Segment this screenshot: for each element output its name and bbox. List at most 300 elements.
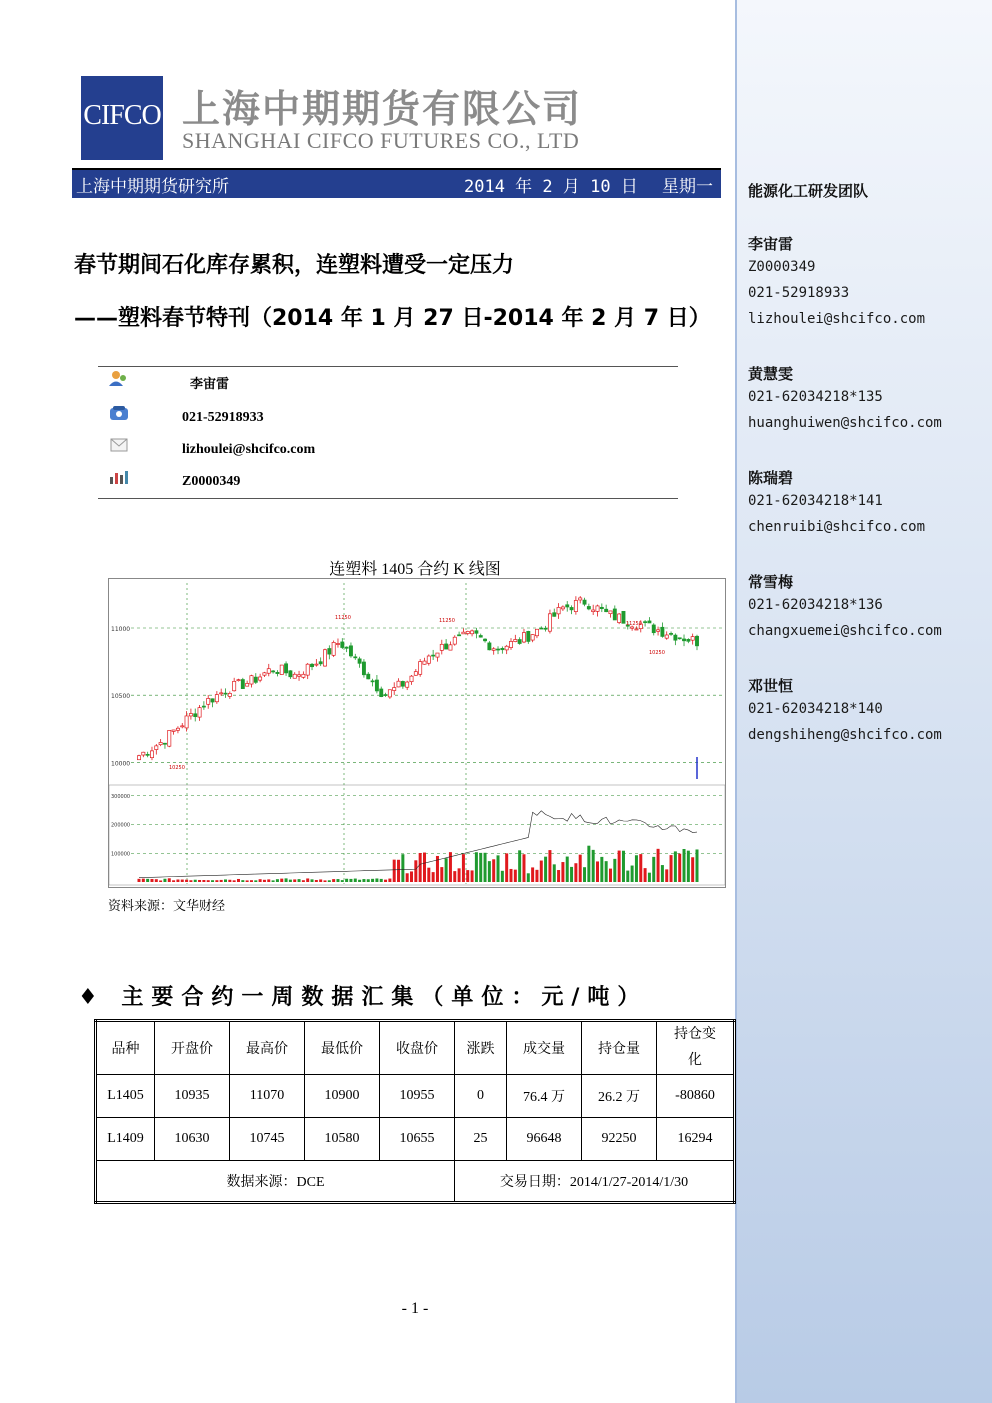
volume-tick-label: 300000: [111, 793, 131, 800]
table-row: [96, 1118, 735, 1161]
candle-body: [168, 730, 171, 746]
candle-body: [328, 649, 331, 655]
volume-bar: [215, 880, 218, 882]
page-subtitle: ——塑料春节特刊（2014 年 1 月 27 日-2014 年 2 月 7 日）: [74, 306, 711, 331]
candle-body: [159, 742, 162, 744]
volume-bar: [479, 853, 482, 882]
volume-bar: [276, 879, 279, 882]
sidebar-member-name: 黄慧雯: [748, 365, 794, 383]
volume-bar: [514, 870, 517, 882]
candle-body: [475, 631, 478, 634]
volume-bar: [263, 880, 266, 882]
candle-body: [215, 695, 218, 702]
volume-bar: [280, 879, 283, 882]
candle-body: [548, 614, 551, 631]
candle-body: [669, 633, 672, 634]
candle-body: [479, 635, 482, 637]
candle-body: [643, 622, 646, 623]
volume-bar: [306, 878, 309, 882]
candle-body: [488, 643, 491, 650]
candle-body: [579, 598, 582, 600]
author-email[interactable]: lizhoulei@shcifco.com: [182, 442, 316, 457]
sidebar-member-email[interactable]: lizhoulei@shcifco.com: [748, 311, 926, 327]
person-icon: [108, 369, 130, 385]
candle-body: [241, 680, 244, 689]
candle-body: [246, 683, 249, 686]
candle-body: [414, 672, 417, 676]
volume-bar: [332, 879, 335, 882]
candle-body: [194, 714, 197, 717]
chart-source: 资料来源：文华财经: [108, 899, 226, 914]
volume-bar: [475, 852, 478, 882]
candle-body: [436, 653, 439, 657]
volume-bar: [246, 880, 249, 882]
candle-body: [393, 688, 396, 691]
divider: [98, 498, 678, 499]
candle-body: [211, 699, 214, 702]
candle-body: [163, 743, 166, 744]
candle-body: [527, 631, 530, 641]
candle-body: [470, 631, 473, 634]
volume-tick-label: 100000: [111, 851, 131, 858]
volume-bar: [648, 873, 651, 882]
volume-bar: [194, 880, 197, 882]
volume-bar: [241, 880, 244, 882]
table-cell: 76.4 万: [507, 1075, 582, 1118]
candle-body: [466, 631, 469, 633]
table-footer-source: 数据来源：DCE: [96, 1161, 455, 1203]
table-cell: 96648: [507, 1118, 582, 1161]
candle-body: [695, 636, 698, 646]
candle-body: [150, 751, 153, 758]
volume-bar: [557, 870, 560, 882]
table-cell: 10935: [155, 1075, 230, 1118]
table-header-cell: 开盘价: [155, 1021, 230, 1075]
candle-body: [648, 621, 651, 623]
table-footer-date: 交易日期：2014/1/27-2014/1/30: [455, 1161, 735, 1203]
page-title: 春节期间石化库存累积，连塑料遭受一定压力: [74, 253, 515, 278]
candle-body: [410, 676, 413, 682]
divider: [98, 366, 678, 367]
volume-bar: [267, 879, 270, 882]
candle-body: [237, 680, 240, 681]
volume-bar: [388, 879, 391, 882]
company-name-cn: 上海中期期货有限公司: [182, 87, 583, 131]
sidebar-member-line: 021-62034218*136: [748, 597, 883, 613]
candle-body: [297, 675, 300, 677]
candle-body: [319, 662, 322, 664]
candle-body: [345, 647, 348, 648]
sidebar-member-line: 021-62034218*140: [748, 701, 883, 717]
candle-body: [570, 607, 573, 609]
table-header-cell: 涨跌: [455, 1021, 507, 1075]
volume-bar: [687, 851, 690, 882]
candle-body: [198, 708, 201, 717]
candle-body: [332, 642, 335, 655]
mail-icon: [108, 437, 130, 453]
volume-bar: [527, 873, 530, 882]
chart-icon: [108, 469, 130, 485]
volume-bar: [358, 880, 361, 882]
volume-bar: [561, 862, 564, 882]
candle-body: [462, 632, 465, 634]
author-license: Z0000349: [182, 474, 241, 489]
candle-body: [289, 671, 292, 677]
volume-bar: [644, 868, 647, 882]
volume-bar: [336, 879, 339, 882]
candle-body: [384, 695, 387, 696]
candle-body: [665, 635, 668, 638]
author-phone: 021-52918933: [182, 410, 264, 425]
price-panel: [109, 579, 725, 779]
volume-bar: [272, 880, 275, 882]
candle-body: [483, 639, 486, 641]
volume-bar: [665, 869, 668, 882]
candle-body: [561, 607, 564, 609]
candle-body: [341, 642, 344, 648]
volume-bar: [609, 869, 612, 882]
candle-body: [181, 726, 184, 727]
volume-bar: [233, 880, 236, 882]
candle-body: [306, 664, 309, 675]
volume-bar: [328, 880, 331, 882]
volume-bar: [220, 880, 223, 882]
candle-body: [293, 674, 296, 678]
candle-body: [449, 645, 452, 650]
price-annotation: 10250: [169, 765, 185, 771]
candle-body: [440, 644, 443, 650]
table-cell: 16294: [657, 1118, 735, 1161]
volume-bar: [540, 861, 543, 882]
volume-bar: [432, 872, 435, 882]
volume-bar: [440, 867, 443, 882]
table-cell: L1409: [96, 1118, 155, 1161]
volume-bar: [510, 869, 513, 882]
table-cell: 10630: [155, 1118, 230, 1161]
volume-bar: [172, 880, 175, 882]
candle-body: [146, 754, 149, 755]
volume-bar: [492, 859, 495, 882]
candle-body: [315, 664, 318, 665]
table-header-cell: 品种: [96, 1021, 155, 1075]
volume-bar: [354, 879, 357, 882]
candle-body: [419, 662, 422, 675]
table-header-cell: 持仓量: [582, 1021, 657, 1075]
page-number: - 1 -: [401, 1300, 429, 1317]
table-cell: 25: [455, 1118, 507, 1161]
table-cell: 10955: [380, 1075, 455, 1118]
table-cell: -80860: [657, 1075, 735, 1118]
candle-body: [535, 629, 538, 635]
sidebar-member-line: Z0000349: [748, 259, 816, 275]
candle-body: [397, 681, 400, 687]
volume-bar: [419, 853, 422, 882]
candle-body: [505, 646, 508, 650]
sidebar-member-name: 常雪梅: [748, 573, 794, 591]
candle-body: [613, 609, 616, 620]
volume-bar: [670, 855, 673, 882]
table-header-line: 化: [688, 1053, 702, 1068]
volume-bar: [548, 850, 551, 882]
institute-name: 上海中期期货研究所: [76, 177, 229, 197]
phone-icon: [108, 405, 130, 421]
volume-bar: [445, 858, 448, 882]
sidebar-member-line: 021-62034218*135: [748, 389, 883, 405]
volume-bar: [349, 879, 352, 882]
candle-body: [302, 674, 305, 677]
volume-bar: [535, 870, 538, 882]
sidebar-member-email[interactable]: dengshiheng@shcifco.com: [748, 727, 942, 743]
company-name-en: SHANGHAI CIFCO FUTURES CO., LTD: [182, 128, 580, 153]
volume-bar: [583, 867, 586, 882]
volume-bar: [371, 879, 374, 882]
candle-body: [354, 657, 357, 658]
candle-body: [358, 659, 361, 663]
volume-bar: [207, 880, 210, 882]
volume-bar: [497, 855, 500, 882]
data-table: [94, 1019, 736, 1204]
candle-body: [566, 605, 569, 607]
y-tick-label: 10000: [111, 760, 131, 768]
candle-body: [592, 610, 595, 612]
volume-bar: [600, 857, 603, 882]
volume-bar: [691, 857, 694, 882]
table-cell: L1405: [96, 1075, 155, 1118]
candle-body: [457, 635, 460, 636]
candle-body: [254, 677, 257, 682]
candle-body: [618, 614, 621, 623]
volume-bar: [168, 878, 171, 882]
candle-body: [336, 644, 339, 645]
price-annotation: 11250: [439, 618, 455, 624]
price-annotation: 11250: [626, 621, 642, 627]
volume-bar: [362, 879, 365, 882]
candle-body: [674, 635, 677, 640]
volume-bar: [254, 880, 257, 882]
volume-bar: [155, 879, 158, 882]
volume-bar: [302, 880, 305, 882]
table-cell: 92250: [582, 1118, 657, 1161]
table-cell: 26.2 万: [582, 1075, 657, 1118]
volume-bar: [462, 854, 465, 882]
candle-body: [367, 674, 370, 679]
candle-body: [635, 629, 638, 630]
sidebar-member-line: 021-62034218*141: [748, 493, 883, 509]
sidebar-member-name: 陈瑞碧: [748, 469, 794, 487]
price-annotation: 10250: [649, 650, 665, 656]
table-cell: 10900: [305, 1075, 380, 1118]
candle-body: [544, 628, 547, 629]
candle-body: [605, 609, 608, 611]
candle-body: [276, 672, 279, 673]
chart-caption: 连塑料 1405 合约 K 线图: [329, 561, 501, 578]
volume-bar: [163, 879, 166, 882]
candle-body: [220, 693, 223, 694]
volume-bar: [375, 878, 378, 882]
candle-body: [587, 606, 590, 609]
volume-bar: [661, 865, 664, 882]
volume-bar: [237, 879, 240, 882]
candle-body: [531, 635, 534, 640]
table-header-cell: 最低价: [305, 1021, 380, 1075]
candle-body: [371, 681, 374, 682]
volume-bar: [311, 879, 314, 882]
volume-bar: [202, 880, 205, 882]
candle-body: [388, 690, 391, 697]
candle-body: [678, 638, 681, 639]
volume-bar: [341, 880, 344, 882]
candle-body: [423, 661, 426, 664]
candle-body: [600, 607, 603, 608]
logo-text: CIFCO: [83, 100, 161, 131]
candle-body: [522, 633, 525, 642]
kline-chart: [108, 578, 726, 888]
candle-body: [280, 665, 283, 674]
candle-body: [185, 716, 188, 728]
section-title: ♦ 主要合约一周数据汇集（单位：元/吨）: [78, 985, 648, 1010]
volume-bar: [553, 864, 556, 882]
candle-body: [401, 681, 404, 686]
volume-bar: [176, 879, 179, 882]
volume-bar: [146, 879, 149, 882]
candle-body: [155, 746, 158, 750]
volume-bar: [406, 873, 409, 882]
candle-body: [514, 639, 517, 641]
volume-bar: [635, 855, 638, 882]
candle-body: [228, 693, 231, 696]
volume-bar: [518, 850, 521, 882]
volume-bar: [622, 851, 625, 882]
candle-body: [323, 650, 326, 666]
volume-bar: [570, 867, 573, 882]
volume-bar: [531, 867, 534, 882]
candle-body: [189, 714, 192, 716]
volume-bar: [427, 868, 430, 882]
volume-bar: [522, 854, 525, 882]
volume-bar: [613, 859, 616, 882]
candle-body: [682, 639, 685, 641]
sidebar-member-email[interactable]: changxuemei@shcifco.com: [748, 623, 942, 639]
volume-bar: [657, 849, 660, 882]
volume-bar: [466, 870, 469, 882]
volume-bar: [259, 879, 262, 882]
volume-bar: [384, 880, 387, 882]
volume-bar: [228, 880, 231, 882]
candle-body: [427, 656, 430, 663]
volume-bar: [423, 853, 426, 882]
candle-body: [509, 641, 512, 647]
volume-bar: [211, 880, 214, 882]
table-header-row: [96, 1021, 735, 1075]
candle-body: [224, 693, 227, 694]
volume-bar: [401, 854, 404, 882]
sidebar-member-email[interactable]: chenruibi@shcifco.com: [748, 519, 926, 535]
volume-bar: [574, 863, 577, 882]
candle-body: [271, 671, 274, 672]
candle-body: [250, 676, 253, 684]
volume-bar: [505, 853, 508, 882]
volume-bar: [618, 851, 621, 882]
y-tick-label: 11000: [111, 626, 131, 633]
volume-bar: [142, 879, 145, 882]
volume-bar: [393, 860, 396, 882]
volume-bar: [544, 857, 547, 882]
candle-body: [432, 655, 435, 656]
table-header-cell: [657, 1021, 735, 1075]
table-cell: 0: [455, 1075, 507, 1118]
candle-body: [380, 689, 383, 697]
volume-bar: [397, 860, 400, 882]
table-header-line: 持仓变: [674, 1027, 716, 1042]
volume-bar: [159, 880, 162, 882]
sidebar-member-name: 邓世恒: [748, 677, 794, 695]
candle-body: [609, 611, 612, 614]
volume-bar: [319, 879, 322, 882]
volume-bar: [181, 880, 184, 882]
sidebar-member-line: 021-52918933: [748, 285, 850, 301]
volume-bar: [605, 861, 608, 882]
volume-bar: [678, 854, 681, 882]
price-annotation: 11250: [335, 615, 351, 621]
volume-bar: [289, 880, 292, 882]
candle-body: [652, 625, 655, 633]
candle-body: [496, 649, 499, 650]
table-cell: 11070: [230, 1075, 305, 1118]
volume-bar: [674, 851, 677, 882]
volume-bar: [315, 880, 318, 882]
candle-body: [557, 607, 560, 613]
volume-bar: [453, 871, 456, 882]
candle-body: [310, 664, 313, 666]
table-header-cell: 成交量: [507, 1021, 582, 1075]
candle-body: [631, 627, 634, 628]
volume-bar: [285, 878, 288, 882]
volume-bar: [639, 854, 642, 882]
candle-body: [284, 664, 287, 673]
candle-body: [176, 728, 179, 730]
candle-body: [661, 627, 664, 636]
volume-bar: [592, 850, 595, 882]
volume-bar: [380, 879, 383, 882]
candle-body: [202, 706, 205, 707]
volume-bar: [488, 861, 491, 882]
candle-body: [267, 669, 270, 674]
table-cell: 10745: [230, 1118, 305, 1161]
volume-tick-label: 200000: [111, 822, 131, 829]
candle-body: [142, 752, 145, 755]
sidebar-member-email[interactable]: huanghuiwen@shcifco.com: [748, 415, 942, 431]
candle-body: [583, 600, 586, 604]
table-footer-row: [96, 1161, 735, 1203]
candle-body: [233, 681, 236, 690]
volume-bar: [458, 868, 461, 882]
volume-bar: [579, 855, 582, 882]
sidebar-member-name: 李宙雷: [748, 235, 794, 253]
volume-bar: [414, 860, 417, 882]
volume-bar: [631, 866, 634, 882]
candle-body: [375, 680, 378, 691]
candle-body: [172, 730, 175, 731]
volume-bar: [484, 853, 487, 882]
candle-body: [207, 698, 210, 704]
candle-body: [501, 648, 504, 649]
volume-bar: [566, 857, 569, 882]
table-cell: 10580: [305, 1118, 380, 1161]
report-date: 2014 年 2 月 10 日: [464, 177, 638, 197]
author-name: 李宙雷: [190, 377, 230, 392]
report-weekday: 星期一: [662, 177, 713, 197]
candle-body: [263, 673, 266, 675]
